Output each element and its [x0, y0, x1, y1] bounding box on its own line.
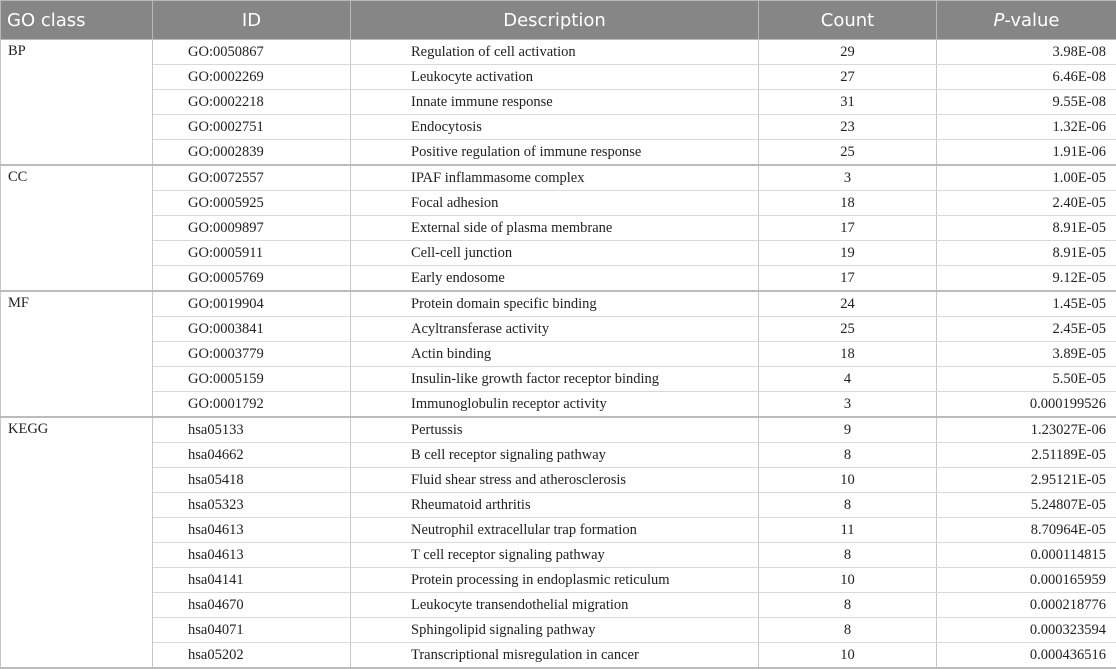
count-cell: 10 [759, 643, 937, 669]
description-cell: Protein domain specific binding [351, 291, 759, 317]
description-cell: External side of plasma membrane [351, 216, 759, 241]
table-row [1, 518, 1116, 543]
count-cell: 8 [759, 443, 937, 468]
id-cell: hsa04071 [153, 618, 351, 643]
pvalue-cell: 2.45E-05 [937, 317, 1116, 342]
id-cell: hsa04141 [153, 568, 351, 593]
description-cell: Cell-cell junction [351, 241, 759, 266]
pvalue-cell: 8.91E-05 [937, 216, 1116, 241]
table-row [1, 417, 1116, 443]
id-cell: hsa04662 [153, 443, 351, 468]
description-cell: Leukocyte transendothelial migration [351, 593, 759, 618]
id-cell: GO:0005769 [153, 266, 351, 292]
id-cell: GO:0050867 [153, 40, 351, 65]
description-cell: Early endosome [351, 266, 759, 292]
count-cell: 31 [759, 90, 937, 115]
pvalue-cell: 3.98E-08 [937, 40, 1116, 65]
count-cell: 18 [759, 342, 937, 367]
pvalue-cell: 2.51189E-05 [937, 443, 1116, 468]
count-cell: 17 [759, 216, 937, 241]
table-row [1, 90, 1116, 115]
description-cell: Rheumatoid arthritis [351, 493, 759, 518]
table-row [1, 543, 1116, 568]
description-cell: Endocytosis [351, 115, 759, 140]
table-row [1, 40, 1116, 65]
count-cell: 17 [759, 266, 937, 292]
description-cell: Positive regulation of immune response [351, 140, 759, 166]
pvalue-cell: 8.70964E-05 [937, 518, 1116, 543]
description-cell: Immunoglobulin receptor activity [351, 392, 759, 418]
pvalue-cell: 0.000323594 [937, 618, 1116, 643]
description-cell: Leukocyte activation [351, 65, 759, 90]
pvalue-cell: 5.50E-05 [937, 367, 1116, 392]
count-cell: 25 [759, 140, 937, 166]
go-class-cell: KEGG [1, 417, 153, 668]
table-row [1, 367, 1116, 392]
id-cell: hsa05133 [153, 417, 351, 443]
description-cell: Neutrophil extracellular trap formation [351, 518, 759, 543]
pvalue-cell: 1.45E-05 [937, 291, 1116, 317]
header-pvalue [937, 1, 1116, 40]
pvalue-cell: 2.40E-05 [937, 191, 1116, 216]
count-cell: 24 [759, 291, 937, 317]
pvalue-cell: 9.12E-05 [937, 266, 1116, 292]
header-go-class: GO class [1, 1, 153, 40]
table-row [1, 140, 1116, 166]
table-row [1, 165, 1116, 191]
description-cell: B cell receptor signaling pathway [351, 443, 759, 468]
table-row [1, 241, 1116, 266]
count-cell: 10 [759, 568, 937, 593]
pvalue-cell: 0.000114815 [937, 543, 1116, 568]
id-cell: GO:0002751 [153, 115, 351, 140]
header-row [1, 1, 1116, 40]
pvalue-cell: 1.23027E-06 [937, 417, 1116, 443]
description-cell: Actin binding [351, 342, 759, 367]
id-cell: hsa05418 [153, 468, 351, 493]
description-cell: Focal adhesion [351, 191, 759, 216]
pvalue-cell: 1.00E-05 [937, 165, 1116, 191]
count-cell: 9 [759, 417, 937, 443]
description-cell: T cell receptor signaling pathway [351, 543, 759, 568]
table-row [1, 392, 1116, 418]
description-cell: Insulin-like growth factor receptor binding [351, 367, 759, 392]
description-cell: Regulation of cell activation [351, 40, 759, 65]
count-cell: 27 [759, 65, 937, 90]
id-cell: hsa04670 [153, 593, 351, 618]
go-class-cell: MF [1, 291, 153, 417]
table-body [1, 40, 1116, 669]
header-id: ID [153, 1, 351, 40]
table-row [1, 291, 1116, 317]
table-row [1, 468, 1116, 493]
id-cell: GO:0019904 [153, 291, 351, 317]
count-cell: 8 [759, 543, 937, 568]
count-cell: 23 [759, 115, 937, 140]
table-row [1, 593, 1116, 618]
id-cell: GO:0005925 [153, 191, 351, 216]
count-cell: 29 [759, 40, 937, 65]
description-cell: IPAF inflammasome complex [351, 165, 759, 191]
description-cell: Protein processing in endoplasmic reticulum [351, 568, 759, 593]
count-cell: 11 [759, 518, 937, 543]
id-cell: hsa04613 [153, 543, 351, 568]
description-cell: Innate immune response [351, 90, 759, 115]
count-cell: 8 [759, 493, 937, 518]
count-cell: 8 [759, 618, 937, 643]
table-row [1, 443, 1116, 468]
pvalue-cell: 0.000165959 [937, 568, 1116, 593]
pvalue-cell: 5.24807E-05 [937, 493, 1116, 518]
id-cell: hsa04613 [153, 518, 351, 543]
description-cell: Sphingolipid signaling pathway [351, 618, 759, 643]
pvalue-cell: 0.000199526 [937, 392, 1116, 418]
id-cell: GO:0003779 [153, 342, 351, 367]
count-cell: 3 [759, 392, 937, 418]
count-cell: 4 [759, 367, 937, 392]
pvalue-cell: 0.000218776 [937, 593, 1116, 618]
pvalue-cell: 8.91E-05 [937, 241, 1116, 266]
id-cell: GO:0002839 [153, 140, 351, 166]
id-cell: GO:0009897 [153, 216, 351, 241]
table-row [1, 643, 1116, 669]
pvalue-cell: 1.91E-06 [937, 140, 1116, 166]
pvalue-cell: 2.95121E-05 [937, 468, 1116, 493]
count-cell: 18 [759, 191, 937, 216]
table-row [1, 65, 1116, 90]
description-cell: Fluid shear stress and atherosclerosis [351, 468, 759, 493]
pvalue-cell: 3.89E-05 [937, 342, 1116, 367]
id-cell: hsa05323 [153, 493, 351, 518]
pvalue-cell: 0.000436516 [937, 643, 1116, 669]
description-cell: Transcriptional misregulation in cancer [351, 643, 759, 669]
table-row [1, 216, 1116, 241]
pvalue-cell: 6.46E-08 [937, 65, 1116, 90]
pvalue-cell: 9.55E-08 [937, 90, 1116, 115]
table-row [1, 266, 1116, 292]
table-row [1, 115, 1116, 140]
table-row [1, 618, 1116, 643]
id-cell: GO:0001792 [153, 392, 351, 418]
id-cell: GO:0002269 [153, 65, 351, 90]
table-header [1, 1, 1116, 40]
pvalue-cell: 1.32E-06 [937, 115, 1116, 140]
header-pvalue-rest: -value [1004, 10, 1059, 31]
count-cell: 8 [759, 593, 937, 618]
table-row [1, 493, 1116, 518]
count-cell: 3 [759, 165, 937, 191]
id-cell: GO:0005911 [153, 241, 351, 266]
count-cell: 19 [759, 241, 937, 266]
go-class-cell: CC [1, 165, 153, 291]
header-count: Count [759, 1, 937, 40]
header-pvalue-italic: P [993, 10, 1004, 31]
header-description: Description [351, 1, 759, 40]
table-row [1, 191, 1116, 216]
id-cell: GO:0003841 [153, 317, 351, 342]
id-cell: GO:0005159 [153, 367, 351, 392]
description-cell: Pertussis [351, 417, 759, 443]
count-cell: 25 [759, 317, 937, 342]
go-class-cell: BP [1, 40, 153, 166]
id-cell: GO:0072557 [153, 165, 351, 191]
table-row [1, 568, 1116, 593]
id-cell: hsa05202 [153, 643, 351, 669]
count-cell: 10 [759, 468, 937, 493]
id-cell: GO:0002218 [153, 90, 351, 115]
description-cell: Acyltransferase activity [351, 317, 759, 342]
table-row [1, 317, 1116, 342]
table-row [1, 342, 1116, 367]
